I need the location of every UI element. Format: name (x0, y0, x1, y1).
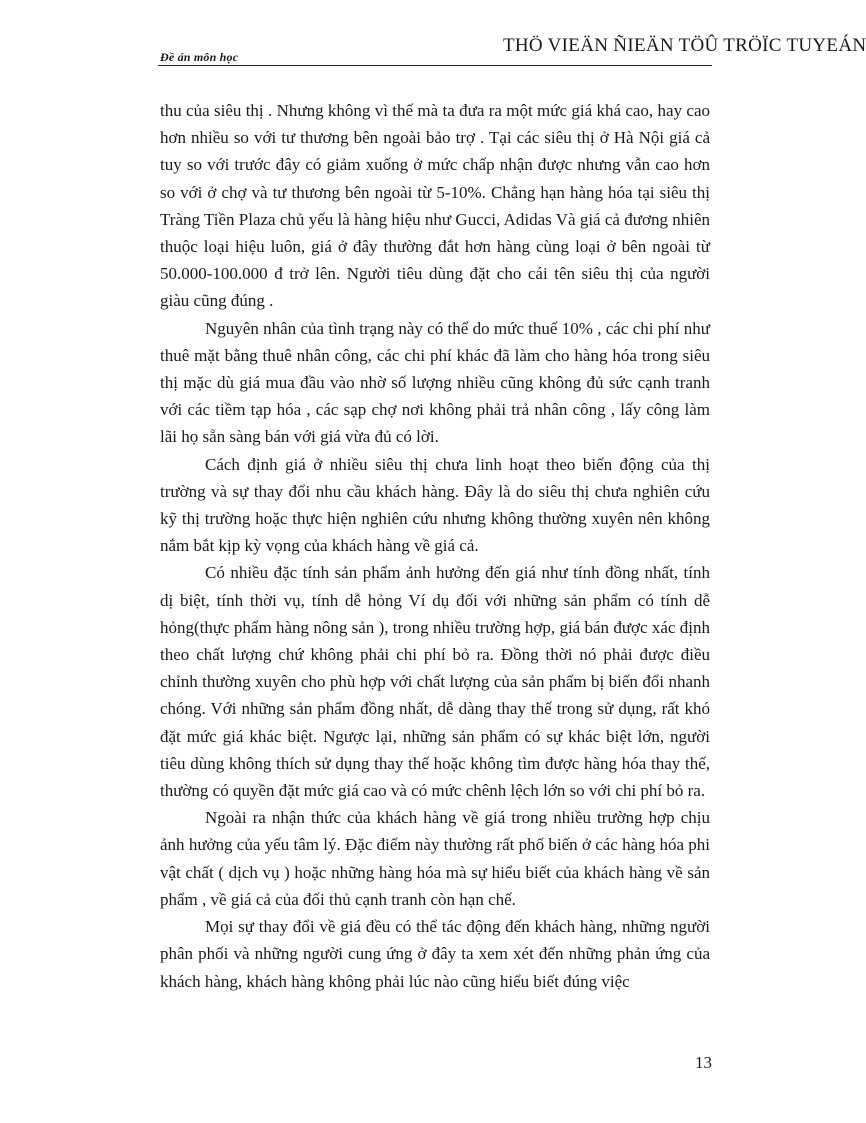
document-body (160, 97, 710, 995)
page-number: 13 (695, 1053, 712, 1072)
paragraph: Cách định giá ở nhiều siêu thị chưa linh hoạt theo biến động của thị trường và sự thay đổi nhu cầu khách hàng. Đây là do siêu thị chưa nghiên cứu kỹ thị trường hoặc thực hiện nghiên cứu nhưng không thường xuyên nên không nắm bắt kịp kỳ vọng của khách hàng về giá cả. (160, 454, 710, 556)
paragraph: Ngoài ra nhận thức của khách hàng về giá trong nhiều trường hợp chịu ảnh hưởng của yếu tâm lý. Đặc điểm này thường rất phổ biến ở các hàng hóa phi vật chất ( dịch vụ ) hoặc những hàng hóa mà sự hiểu biết của khách hàng về sản phẩm , về giá cả của đối thủ cạnh tranh còn hạn chế. (160, 808, 710, 909)
document-header-title: Đề án môn học (160, 50, 239, 64)
paragraph: Có nhiều đặc tính sản phẩm ảnh hưởng đến giá như tính đồng nhất, tính dị biệt, tính thời vụ, tính dễ hỏng Ví dụ đối với những sản phẩm có tính dễ hỏng(thực phẩm hàng nông sản ), trong nhiều trường hợp, giá bán được xác định theo chất lượng chứ không phải chi phí bỏ ra. Đồng thời nó phải được điều chỉnh thường xuyên cho phù hợp với chất lượng của sản phẩm bị biến đổi nhanh chóng. Với những sản phẩm đồng nhất, dễ dàng thay thế trong sử dụng, rất khó đặt mức giá khác biệt. Ngược lại, những sản phẩm có sự khác biệt lớn, người tiêu dùng không thích sử dụng thay thế hoặc không tìm được hàng hóa thay thế, thường có quyền đặt mức giá cao và có mức chênh lệch lớn so với chi phí bỏ ra. (160, 563, 710, 801)
library-header-label: THÖ VIEÄN ÑIEÄN TÖÛ TRÖÏC TUYEÁN (503, 35, 866, 56)
header-divider (158, 65, 712, 66)
paragraph: Nguyên nhân của tình trạng này có thể do mức thuế 10% , các chi phí như thuê mặt bằng thuê nhân công, các chi phí khác đã làm cho hàng hóa trong siêu thị mặc dù giá mua đầu vào nhờ số lượng nhiều cũng không đủ sức cạnh tranh với các tiềm tạp hóa , các sạp chợ nơi không phải trả nhân công , lấy công làm lãi họ sẵn sàng bán với giá vừa đủ có lời. (160, 318, 710, 447)
paragraph: Mọi sự thay đổi về giá đều có thể tác động đến khách hàng, những người phân phối và những người cung ứng ở đây ta xem xét đến những phản ứng của khách hàng, khách hàng không phải lúc nào cũng hiểu biết đúng việc (160, 917, 710, 991)
paragraph-continuation: thu của siêu thị . Nhưng không vì thế mà ta đưa ra một mức giá khá cao, hay cao hơn nhiều so với tư thương bên ngoài bảo trợ . Tại các siêu thị ở Hà Nội giá cả tuy so với trước đây có giảm xuống ở mức chấp nhận được nhưng vẫn cao hơn so với ở chợ và tư thương bên ngoài từ 5-10%. Chẳng hạn hàng hóa tại siêu thị Tràng Tiền Plaza chủ yếu là hàng hiệu như Gucci, Adidas Và giá cả đương nhiên thuộc loại hiệu luôn, giá ở đây thường đắt hơn hàng cùng loại ở bên ngoài từ 50.000-100.000 đ trở lên. Người tiêu dùng đặt cho cái tên siêu thị của người giàu cũng đúng . (160, 101, 710, 311)
